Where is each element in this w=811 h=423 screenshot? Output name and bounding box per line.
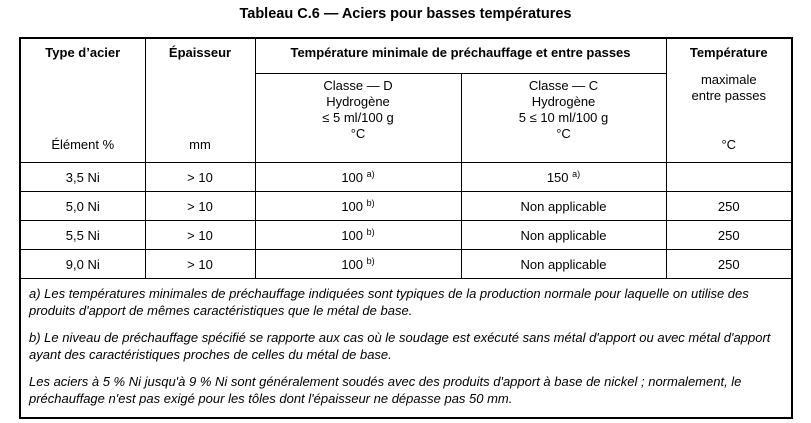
class-c-line3: 5 ≤ 10 ml/100 g [518,110,609,125]
header-min-temp: Température minimale de préchauffage et entre passes [255,38,666,74]
cell-class-d: 100 $^{b)}$ [255,221,461,250]
cell-max [666,163,792,192]
cell-thickness: > 10 [145,250,255,279]
table-row [20,192,792,221]
header-thickness [145,38,255,163]
cell-class-c: Non applicable [461,250,666,279]
table-caption: Tableau C.6 — Aciers pour basses températures [239,6,572,22]
header-thickness-unit: mm [189,137,211,152]
class-c-line2: Hydrogène [531,94,596,109]
steel-table [19,37,793,419]
cell-class-c: Non applicable [461,192,666,221]
cell-class-d: 100 $^{b)}$ [255,250,461,279]
header-steel-type-label: Type d’acier [45,45,121,60]
cell-thickness: > 10 [145,163,255,192]
cell-class-d: 100 $^{a)}$ [255,163,461,192]
header-steel-type [20,38,145,163]
note-b: b) Le niveau de préchauffage spécifié se rapporte aux cas où le soudage est exécuté sans métal d'apport ou avec métal d'apport ayant des caractéristiques proches de celles du métal de base. [29,330,771,362]
cell-class-c: 150 $^{a)}$ [461,163,666,192]
header-steel-unit: Élément % [51,137,115,152]
header-max-temp-sub2: entre passes [691,88,766,103]
cell-steel: 5,0 Ni [20,192,145,221]
class-c-unit: °C [556,126,571,141]
cell-thickness: > 10 [145,221,255,250]
cell-class-d: 100 $^{b)}$ [255,192,461,221]
class-d-line2: Hydrogène [326,94,390,109]
notes-cell [20,279,792,419]
cell-thickness: > 10 [145,192,255,221]
header-max-temp-sub1: maximale [700,72,757,87]
header-class-c [461,74,666,163]
notes-row [20,279,792,419]
note-a: a) Les températures minimales de préchauffage indiquées sont typiques de la production normale pour laquelle on utilise des produits d'apport de mêmes caractéristiques que le métal de base. [29,286,749,318]
cell-steel: 9,0 Ni [20,250,145,279]
note-general: Les aciers à 5 % Ni jusqu'à 9 % Ni sont généralement soudés avec des produits d'apport à base de nickel ; normalement, le préchauffage n'est pas exigé pour les tôles dont l'épaisseur ne dépasse pas 50 mm. [29,374,742,406]
cell-steel: 5,5 Ni [20,221,145,250]
header-max-temp-unit: °C [721,137,737,152]
header-max-temp-label: Température [689,45,768,60]
class-d-line3: ≤ 5 ml/100 g [322,110,394,125]
class-d-unit: °C [350,126,366,141]
header-thickness-label: Épaisseur [168,45,232,60]
table-row [20,250,792,279]
cell-max: 250 [666,250,792,279]
header-max-temp [666,38,792,163]
table-row [20,221,792,250]
class-c-line1: Classe — C [528,78,599,93]
cell-class-c: Non applicable [461,221,666,250]
table-row [20,163,792,192]
cell-steel: 3,5 Ni [20,163,145,192]
cell-max: 250 [666,192,792,221]
class-d-line1: Classe — D [323,78,393,93]
cell-max: 250 [666,221,792,250]
header-class-d [255,74,461,163]
